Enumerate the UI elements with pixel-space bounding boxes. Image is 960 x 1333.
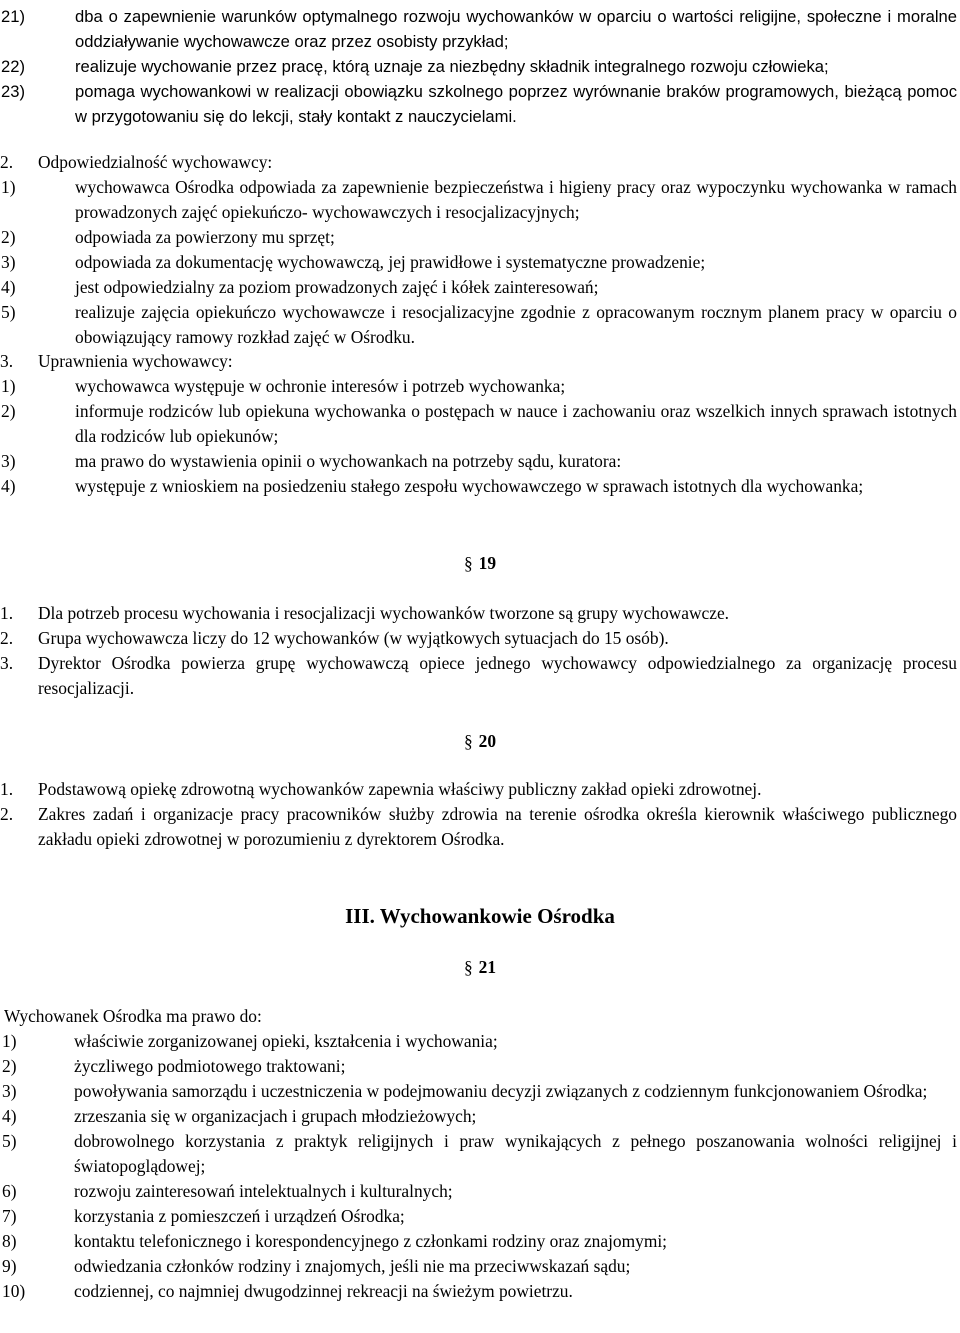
item-number: 23) — [1, 82, 25, 101]
section-number: 3. — [0, 351, 14, 371]
list-item — [1, 4, 957, 54]
item-text: wychowawca Ośrodka odpowiada za zapewnienie bezpieczeństwa i higieny pracy oraz wypoczynku wychowanka w ramach prowadzonych zajęć opiekuńczo- wychowawczych i resocjalizacyjnych; — [75, 177, 957, 222]
item-text: powoływania samorządu i uczestniczenia w podejmowaniu decyzji związanych z codziennym funkcjonowaniem Ośrodka; — [74, 1081, 928, 1101]
item-text: codziennej, co najmniej dwugodzinnej rekreacji na świeżym powietrzu. — [74, 1281, 573, 1301]
item-text: kontaktu telefonicznego i korespondencyjnego z członkami rodziny oraz znajomymi; — [74, 1231, 668, 1251]
item-number: 1) — [1, 376, 16, 396]
item-number: 1) — [2, 1031, 17, 1051]
list-item — [1, 175, 957, 225]
item-number: 3) — [2, 1081, 17, 1101]
item-text: jest odpowiedzialny za poziom prowadzonych zajęć i kółek zainteresowań; — [75, 277, 599, 297]
item-number: 3) — [1, 252, 16, 272]
list-item — [1, 399, 957, 449]
item-number: 2. — [0, 804, 14, 824]
list-item — [1, 250, 957, 275]
item-text: Dyrektor Ośrodka powierza grupę wychowawczą opiece jednego wychowawcy odpowiedzialnego za organizację procesu resocjalizacji. — [38, 653, 957, 698]
paragraph-heading-21 — [0, 955, 960, 980]
item-text: Zakres zadań i organizacje pracy pracowników służby zdrowia na terenie ośrodka określa kierownik właściwego publicznego zakładu opieki zdrowotnej w porozumieniu z dyrektorem Ośrodka. — [38, 804, 957, 849]
item-text: życzliwego podmiotowego traktowani; — [74, 1056, 346, 1076]
section-heading — [0, 150, 957, 175]
section-title: Uprawnienia wychowawcy: — [38, 351, 233, 371]
item-text: Dla potrzeb procesu wychowania i resocjalizacji wychowanków tworzone są grupy wychowawcze. — [38, 603, 730, 623]
paragraph-number: 19 — [478, 553, 497, 573]
item-text: zrzeszania się w organizacjach i grupach młodzieżowych; — [74, 1106, 477, 1126]
item-number: 2) — [2, 1056, 17, 1076]
paragraph-number: 21 — [478, 957, 497, 977]
item-text: właściwie zorganizowanej opieki, kształcenia i wychowania; — [74, 1031, 498, 1051]
paragraph-heading-20 — [0, 729, 960, 754]
item-number: 10) — [2, 1281, 26, 1301]
item-text: odwiedzania członków rodziny i znajomych, jeśli nie ma przeciwwskazań sądu; — [74, 1256, 631, 1276]
item-text: informuje rodziców lub opiekuna wychowanka o postępach w nauce i zachowaniu oraz wszelkich innych sprawach istotnych dla rodziców lub opiekunów; — [75, 401, 957, 446]
item-text: rozwoju zainteresowań intelektualnych i kulturalnych; — [74, 1181, 453, 1201]
section-rights — [0, 349, 957, 499]
item-text: ma prawo do wystawienia opinii o wychowankach na potrzeby sądu, kuratora: — [75, 451, 622, 471]
item-text: odpowiada za powierzony mu sprzęt; — [75, 227, 335, 247]
paragraph-21-body — [0, 1004, 957, 1304]
list-item — [2, 1029, 957, 1054]
list-item — [1, 474, 957, 499]
paragraph-20-body — [0, 777, 957, 852]
item-text: Grupa wychowawcza liczy do 12 wychowanków (w wyjątkowych sytuacjach do 15 osób). — [38, 628, 669, 648]
section-responsibility — [0, 150, 957, 350]
item-number: 2. — [0, 628, 14, 648]
list-item — [2, 1229, 957, 1254]
item-number: 5) — [2, 1131, 17, 1151]
list-item — [0, 651, 957, 701]
item-text: dobrowolnego korzystania z praktyk religijnych i praw wynikających z pełnego poszanowania wolności religijnej i światopoglądowej; — [74, 1131, 957, 1176]
section-number: 2. — [0, 152, 14, 172]
section-title: Odpowiedzialność wychowawcy: — [38, 152, 273, 172]
item-number: 9) — [2, 1256, 17, 1276]
item-number: 4) — [1, 476, 16, 496]
item-number: 21) — [1, 7, 25, 26]
item-number: 8) — [2, 1231, 17, 1251]
paragraph-number: 20 — [478, 731, 497, 751]
item-number: 4) — [1, 277, 16, 297]
list-item — [1, 275, 957, 300]
paragraph-symbol: § — [463, 553, 473, 573]
item-text: odpowiada za dokumentację wychowawczą, jej prawidłowe i systematyczne prowadzenie; — [75, 252, 706, 272]
paragraph-symbol: § — [463, 957, 473, 977]
item-number: 22) — [1, 57, 25, 76]
list-item — [2, 1054, 957, 1079]
item-number: 3. — [0, 653, 14, 673]
item-text: wychowawca występuje w ochronie interesów i potrzeb wychowanka; — [75, 376, 566, 396]
item-number: 1) — [1, 177, 16, 197]
list-item — [2, 1079, 957, 1104]
list-item — [1, 374, 957, 399]
list-item — [2, 1254, 957, 1279]
item-number: 5) — [1, 302, 16, 322]
list-item — [2, 1179, 957, 1204]
list-item — [1, 300, 957, 350]
item-text: dba o zapewnienie warunków optymalnego rozwoju wychowanków w oparciu o wartości religijne, społeczne i moralne oddziaływanie wychowawcze oraz przez osobisty przykład; — [75, 7, 957, 51]
item-number: 7) — [2, 1206, 17, 1226]
paragraph-19-body — [0, 601, 957, 701]
item-number: 2) — [1, 227, 16, 247]
chapter-title: III. Wychowankowie Ośrodka — [345, 904, 615, 928]
list-continuation — [0, 4, 957, 129]
list-item — [0, 601, 957, 626]
list-item — [1, 79, 957, 129]
item-text: występuje z wnioskiem na posiedzeniu stałego zespołu wychowawczego w sprawach istotnych dla wychowanka; — [75, 476, 864, 496]
item-text: realizuje wychowanie przez pracę, którą uznaje za niezbędny składnik integralnego rozwoju człowieka; — [75, 57, 829, 76]
item-number: 1. — [0, 779, 14, 799]
list-item — [1, 449, 957, 474]
list-item — [0, 626, 957, 651]
item-number: 6) — [2, 1181, 17, 1201]
item-number: 3) — [1, 451, 16, 471]
list-item — [2, 1204, 957, 1229]
item-text: korzystania z pomieszczeń i urządzeń Ośrodka; — [74, 1206, 405, 1226]
item-text: Podstawową opiekę zdrowotną wychowanków zapewnia właściwy publiczny zakład opieki zdrowotnej. — [38, 779, 762, 799]
item-number: 2) — [1, 401, 16, 421]
list-item — [2, 1129, 957, 1179]
item-number: 1. — [0, 603, 14, 623]
paragraph-symbol: § — [463, 731, 473, 751]
list-item — [0, 777, 957, 802]
list-item — [2, 1104, 957, 1129]
section-heading — [0, 349, 957, 374]
item-number: 4) — [2, 1106, 17, 1126]
item-text: pomaga wychowankowi w realizacji obowiązku szkolnego poprzez wyrównanie braków programowych, bieżącą pomoc w przygotowaniu się do lekcji, stały kontakt z nauczycielami. — [75, 82, 957, 126]
list-item — [2, 1279, 957, 1304]
list-item — [1, 54, 957, 79]
item-text: realizuje zajęcia opiekuńczo wychowawcze i resocjalizacyjne zgodnie z opracowanym rocznym planem pracy w oparciu o obowiązujący ramowy rozkład zajęć w Ośrodku. — [75, 302, 957, 347]
list-item — [0, 802, 957, 852]
list-item — [1, 225, 957, 250]
paragraph-heading-19 — [0, 551, 960, 576]
paragraph-intro: Wychowanek Ośrodka ma prawo do: — [4, 1006, 262, 1026]
